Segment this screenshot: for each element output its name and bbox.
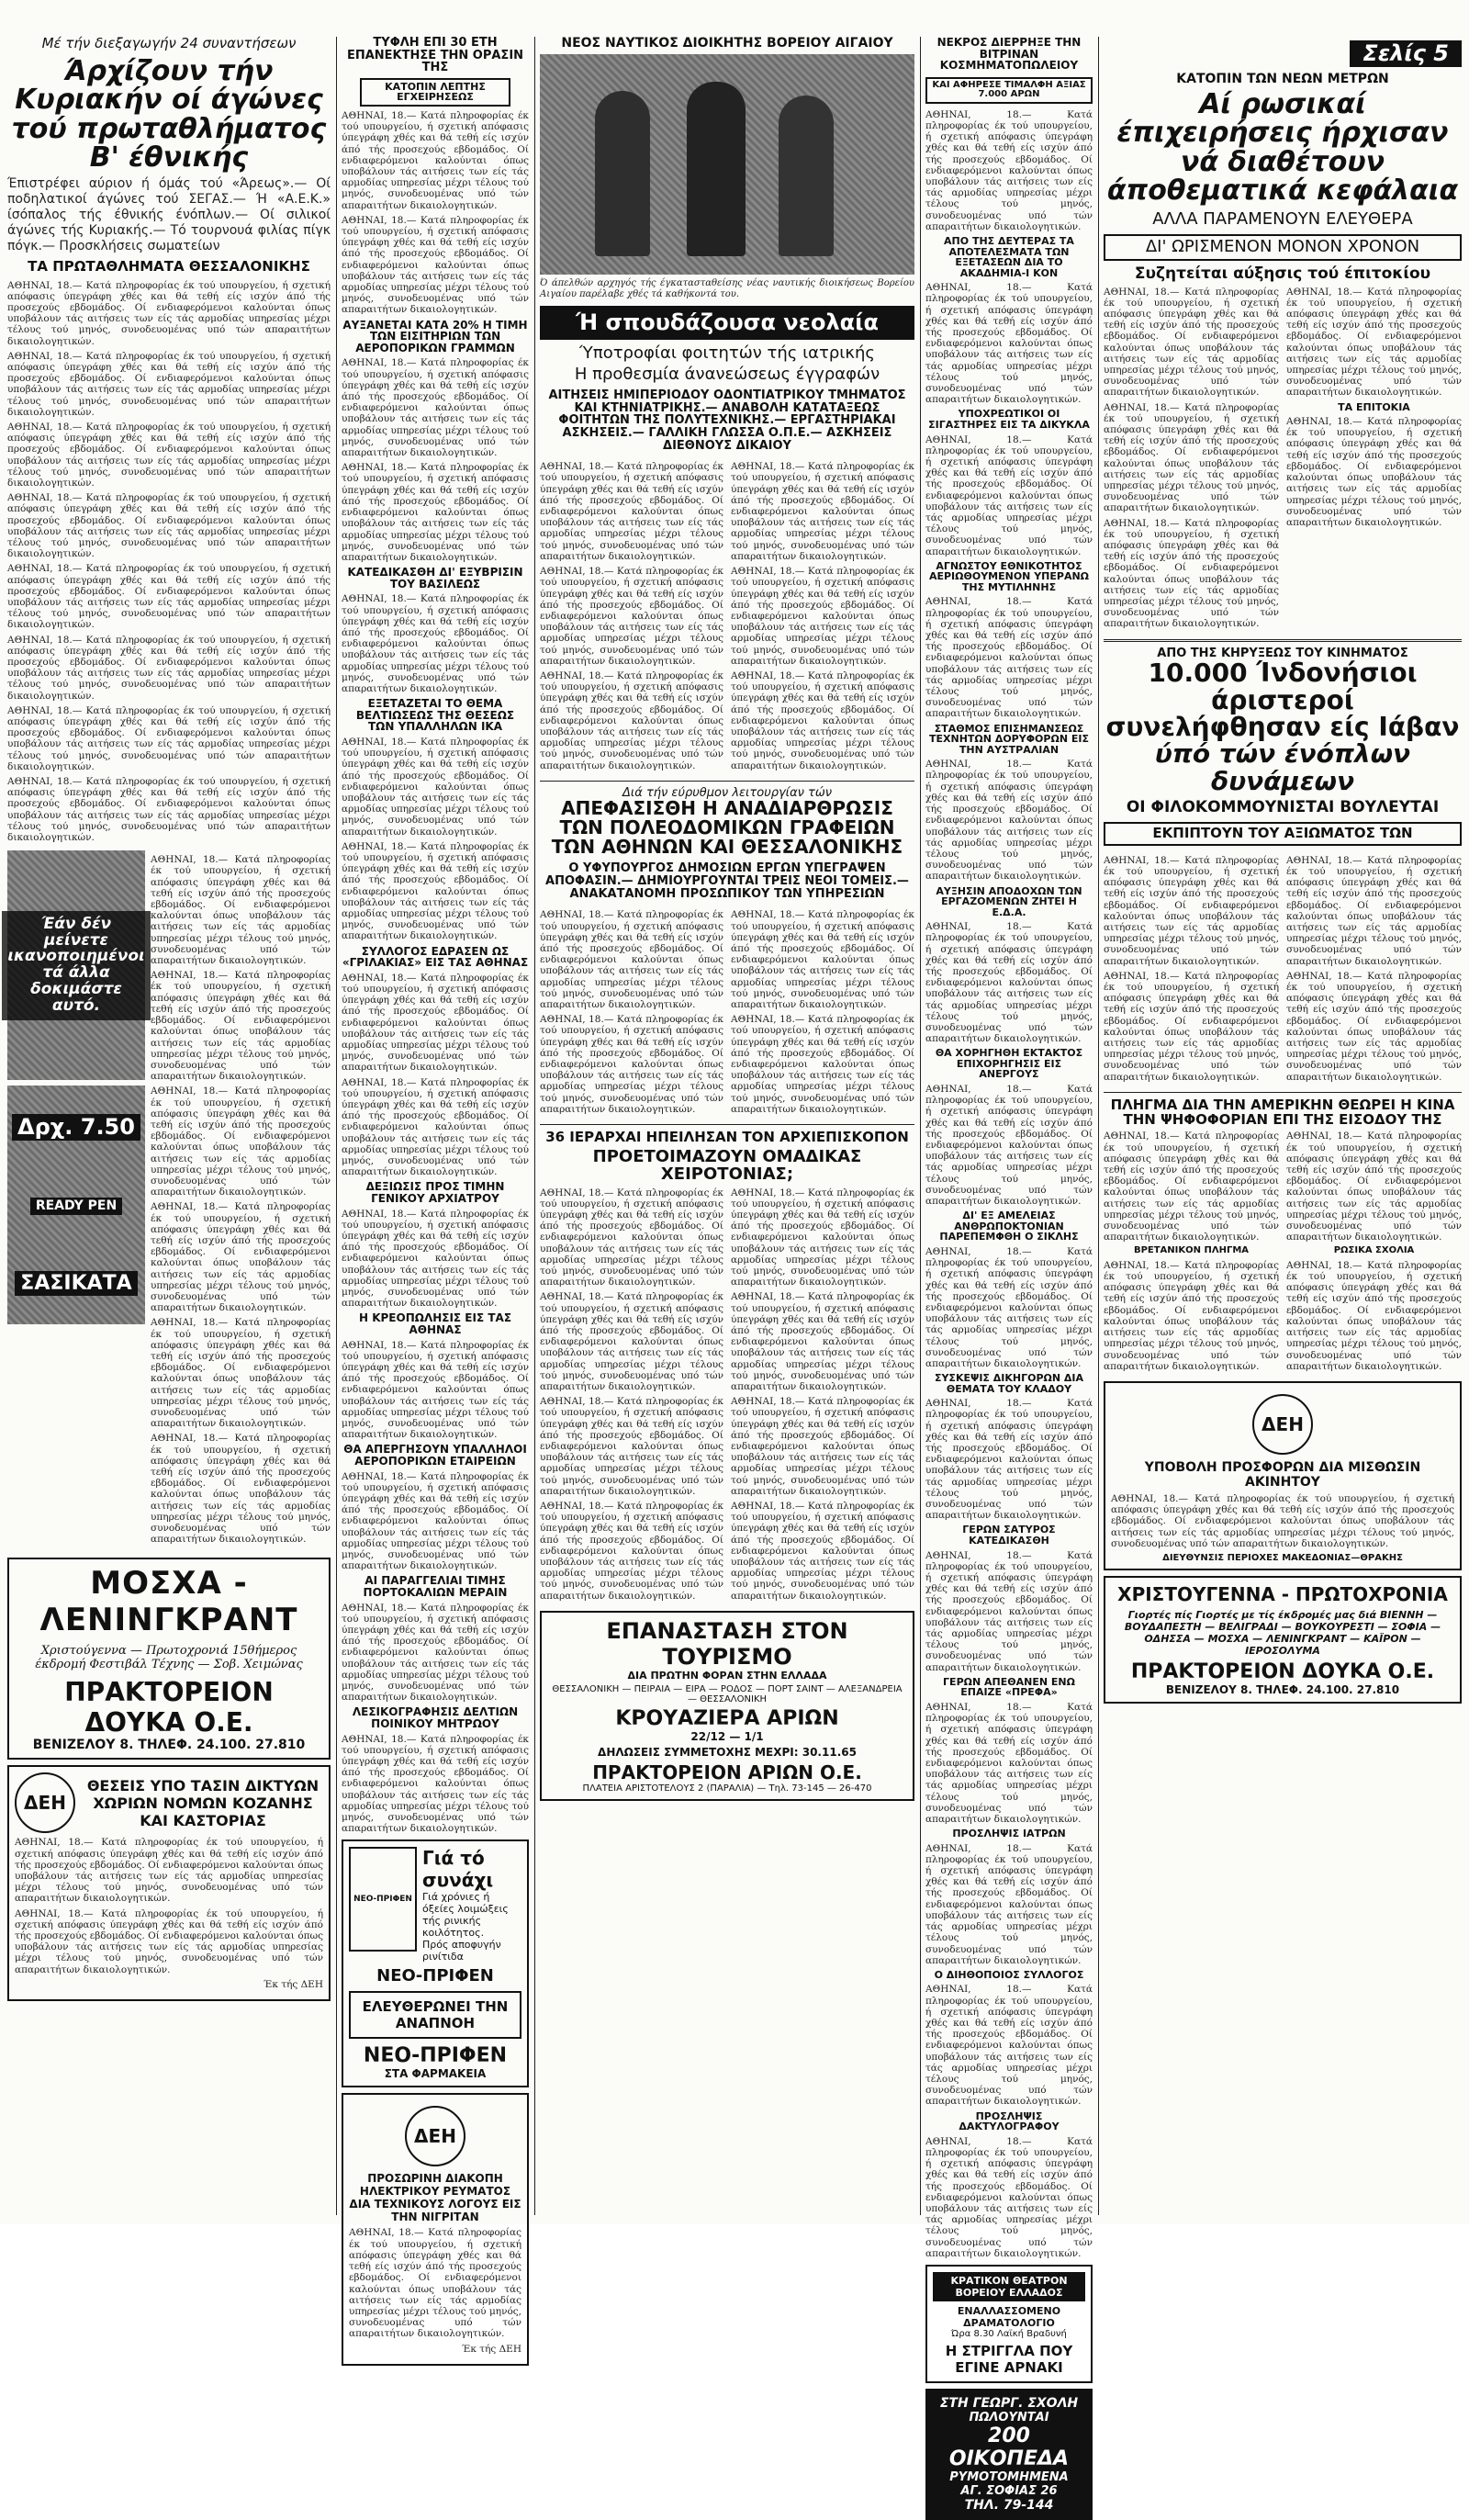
pen-ad-image bbox=[7, 1086, 145, 1324]
article-body: ΑΘΗΝΑΙ, 18.— Κατά πληροφορίας έκ τού υπουργείου, ή σχετική απόφασις ύπεγράφη χθές και θά τεθή είς ισχύν άπό τής προσεχούς εβδομάδος. Οί ενδιαφερόμενοι καλούνται όπως υποβάλουν τάς αιτήσεις των είς τάς αρμοδίας υπηρεσίας μέχρι τέλους τού μηνός, συνοδευομένας υπό τών απαραιτήτων δικαιολογητικών. bbox=[1104, 286, 1279, 399]
medicine-ad-line: ΣΤΑ ΦΑΡΜΑΚΕΙΑ bbox=[384, 2067, 487, 2081]
article-body: ΑΘΗΝΑΙ, 18.— Κατά πληροφορίας έκ τού υπουργείου, ή σχετική απόφασις ύπεγράφη χθές και θά τεθή είς ισχύν άπό τής προσεχούς εβδομάδος. Οί ενδιαφερόμενοι καλούνται όπως υποβάλουν τάς αιτήσεις των είς τάς αρμοδίας υπηρεσίας μέχρι τέλους τού μηνός, συνοδευομένας υπό τών απαραιτήτων δικαιολογητικών. bbox=[731, 461, 914, 562]
doctors-headline: ΠΡΟΣΛΗΨΙΣ ΙΑΤΡΩΝ bbox=[952, 1828, 1066, 1840]
satellite-headline: ΣΤΑΘΜΟΣ ΕΠΙΣΗΜΑΝΣΕΩΣ ΤΕΧΝΗΤΩΝ ΔΟΡΥΦΟΡΩΝ ΕΙΣ ΤΗΝ ΑΥΣΤΡΑΛΙΑΝ bbox=[929, 722, 1089, 756]
deh-notice-sign: Έκ τής ΔΕΗ bbox=[461, 2343, 521, 2355]
divider bbox=[540, 1124, 914, 1125]
cruise-ad-date: 22/12 — 1/1 bbox=[690, 1729, 764, 1743]
sports-body: ΑΘΗΝΑΙ, 18.— Κατά πληροφορίας έκ τού υπουργείου, ή σχετική απόφασις ύπεγράφη χθές και θά τεθή είς ισχύν άπό τής προσεχούς εβδομάδος. Οί ενδιαφερόμενοι καλούνται όπως υποβάλουν τάς αιτήσεις των είς τάς αρμοδίας υπηρεσίας μέχρι τέλους τού μηνός, συνοδευομένας υπό τών απαραιτήτων δικαιολογητικών. bbox=[7, 704, 331, 772]
jewelry-headline: ΝΕΚΡΟΣ ΔΙΕΡΡΗΞΕ ΤΗΝ ΒΙΤΡΙΝΑΝ ΚΟΣΜΗΜΑΤΟΠΩΛΕΙΟΥ bbox=[936, 36, 1082, 73]
ika-headline: ΕΞΕΤΑΖΕΤΑΙ ΤΟ ΘΕΜΑ ΒΕΛΤΙΩΣΕΩΣ ΤΗΣ ΘΕΣΕΩΣ ΤΩΝ ΥΠΑΛΛΗΛΩΝ ΙΚΑ bbox=[355, 697, 515, 734]
prefa-headline: ΓΕΡΩΝ ΑΠΕΘΑΝΕΝ ΕΝΩ ΕΠΑΙΖΕ «ΠΡΕΦΑ» bbox=[943, 1675, 1075, 1699]
divider bbox=[540, 781, 914, 782]
article-body: ΑΘΗΝΑΙ, 18.— Κατά πληροφορίας έκ τού υπουργείου, ή σχετική απόφασις ύπεγράφη χθές και θά τεθή είς ισχύν άπό τής προσεχούς εβδομάδος. Οί ενδιαφερόμενοι καλούνται όπως υποβάλουν τάς αιτήσεις των είς τάς αρμοδίας υπηρεσίας μέχρι τέλους τού μηνός, συνοδευομένας υπό τών απαραιτήτων δικαιολογητικών. bbox=[1104, 1259, 1279, 1372]
medicine-ad-line: Γιά χρόνιες ή όξείες λοιμώξεις τής ρινικής κοιλότητος. bbox=[422, 1891, 509, 1940]
sports-subhead: ΤΑ ΠΡΩΤΑΘΛΗΜΑΤΑ ΘΕΣΣΑΛΟΝΙΚΗΣ bbox=[28, 257, 310, 275]
sports-body: ΑΘΗΝΑΙ, 18.— Κατά πληροφορίας έκ τού υπουργείου, ή σχετική απόφασις ύπεγράφη χθές και θά τεθή είς ισχύν άπό τής προσεχούς εβδομάδος. Οί ενδιαφερόμενοι καλούνται όπως υποβάλουν τάς αιτήσεις των είς τάς αρμοδίας υπηρεσίας μέχρι τέλους τού μηνός, συνοδευομένας υπό τών απαραιτήτων δικαιολογητικών. bbox=[7, 563, 331, 631]
russian-comments-head: ΡΩΣΙΚΑ ΣΧΟΛΙΑ bbox=[1333, 1245, 1415, 1256]
reception-headline: ΔΕΞΙΩΣΙΣ ΠΡΟΣ ΤΙΜΗΝ ΓΕΝΙΚΟΥ ΑΡΧΙΑΤΡΟΥ bbox=[365, 1180, 505, 1205]
russia-subhead-2: ΔΙ' ΩΡΙΣΜΕΝΟΝ ΜΟΝΟΝ ΧΡΟΝΟΝ bbox=[1104, 234, 1462, 261]
deh-notice-network bbox=[7, 1765, 331, 2001]
russia-headline: Αί ρωσικαί έπιχειρήσεις ήρχισαν νά διαθέτουν άποθεματικά κεφάλαια bbox=[1106, 87, 1459, 208]
sports-body: ΑΘΗΝΑΙ, 18.— Κατά πληροφορίας έκ τού υπουργείου, ή σχετική απόφασις ύπεγράφη χθές και θά τεθή είς ισχύν άπό τής προσεχούς εβδομάδος. Οί ενδιαφερόμενοι καλούνται όπως υποβάλουν τάς αιτήσεις των είς τάς αρμοδίας υπηρεσίας μέχρι τέλους τού μηνός, συνοδευομένας υπό τών απαραιτήτων δικαιολογητικών. bbox=[151, 1317, 331, 1430]
article-body: ΑΘΗΝΑΙ, 18.— Κατά πληροφορίας έκ τού υπουργείου, ή σχετική απόφασις ύπεγράφη χθές και θά τεθή είς ισχύν άπό τής προσεχούς εβδομάδος. Οί ενδιαφερόμενοι καλούνται όπως υποβάλουν τάς αιτήσεις των είς τάς αρμοδίας υπηρεσίας μέχρι τέλους τού μηνός, συνοδευομένας υπό τών απαραιτήτων δικαιολογητικών. bbox=[342, 972, 529, 1074]
medicine-ad-line: ΝΕΟ-ΠΡΙΦΕΝ bbox=[376, 1966, 494, 1986]
urban-planning-deck: Ο ΥΦΥΠΟΥΡΓΟΣ ΔΗΜΟΣΙΩΝ ΕΡΓΩΝ ΥΠΕΓΡΑΨΕΝ ΑΠΟΦΑΣΙΝ.— ΔΗΜΙΟΥΡΓΟΥΝΤΑΙ ΤΡΕΙΣ ΝΕΟΙ ΤΟΜΕΙΣ.— ΑΝΑΚΑΤΑΝΟΜΗ ΠΡΟΣΩΠΙΚΟΥ ΤΩΝ ΥΠΗΡΕΣΙΩΝ bbox=[545, 861, 909, 901]
cruise-ad-deadline: ΔΗΛΩΣΕΙΣ ΣΥΜΜΕΤΟΧΗΣ ΜΕΧΡΙ: 30.11.65 bbox=[598, 1745, 857, 1759]
sports-body: ΑΘΗΝΑΙ, 18.— Κατά πληροφορίας έκ τού υπουργείου, ή σχετική απόφασις ύπεγράφη χθές και θά τεθή είς ισχύν άπό τής προσεχούς εβδομάδος. Οί ενδιαφερόμενοι καλούνται όπως υποβάλουν τάς αιτήσεις των είς τάς αρμοδίας υπηρεσίας μέχρι τέλους τού μηνός, συνοδευομένας υπό τών απαραιτήτων δικαιολογητικών. bbox=[151, 1086, 331, 1198]
article-body: ΑΘΗΝΑΙ, 18.— Κατά πληροφορίας έκ τού υπουργείου, ή σχετική απόφασις ύπεγράφη χθές και θά τεθή είς ισχύν άπό τής προσεχούς εβδομάδος. Οί ενδιαφερόμενοι καλούνται όπως υποβάλουν τάς αιτήσεις των είς τάς αρμοδίας υπηρεσίας μέχρι τέλους τού μηνός, συνοδευομένας υπό τών απαραιτήτων δικαιολογητικών. bbox=[342, 462, 529, 563]
sports-deck: Έπιστρέφει αύριον ή όμάς τού «Άρεως».— Οί ποδηλατικοί άγώνες τού ΣΕΓΑΣ.— Ή «Α.Ε.Κ.» ίσόπαλος τής έθνικής ένόπλων.— Οί σιλικοί άγώνες τής Κυριακής.— Τό τουρνουά φιλίας πίγκ πόγκ.— Προσκλήσεις σωματείων bbox=[7, 175, 331, 253]
article-body: ΑΘΗΝΑΙ, 18.— Κατά πληροφορίας έκ τού υπουργείου, ή σχετική απόφασις ύπεγράφη χθές και θά τεθή είς ισχύν άπό τής προσεχούς εβδομάδος. Οί ενδιαφερόμενοι καλούνται όπως υποβάλουν τάς αιτήσεις των είς τάς αρμοδίας υπηρεσίας μέχρι τέλους τού μηνός, συνοδευομένας υπό τών απαραιτήτων δικαιολογητικών. bbox=[1286, 1131, 1462, 1243]
deh-notice-title: ΠΡΟΣΩΡΙΝΗ ΔΙΑΚΟΠΗ ΗΛΕΚΤΡΙΚΟΥ ΡΕΥΜΑΤΟΣ ΔΙΑ ΤΕΧΝΙΚΟΥΣ ΛΟΓΟΥΣ ΕΙΣ ΤΗΝ ΝΙΓΡΙΤΑΝ bbox=[349, 2172, 521, 2224]
article-body: ΑΘΗΝΑΙ, 18.— Κατά πληροφορίας έκ τού υπουργείου, ή σχετική απόφασις ύπεγράφη χθές και θά τεθή είς ισχύν άπό τής προσεχούς εβδομάδος. Οί ενδιαφερόμενοι καλούνται όπως υποβάλουν τάς αιτήσεις των είς τάς αρμοδίας υπηρεσίας μέχρι τέλους τού μηνός, συνοδευομένας υπό τών απαραιτήτων δικαιολογητικών. bbox=[1104, 401, 1279, 514]
navy-photo-caption: Ό άπελθών αρχηγός τής έγκατασταθείσης νέας ναυτικής διοικήσεως Βορείου Αιγαίου παρέλαβε χθές τά καθήκοντά του. bbox=[540, 277, 914, 299]
article-body: ΑΘΗΝΑΙ, 18.— Κατά πληροφορίας έκ τού υπουργείου, ή σχετική απόφασις ύπεγράφη χθές και θά τεθή είς ισχύν άπό τής προσεχούς εβδομάδος. Οί ενδιαφερόμενοι καλούνται όπως υποβάλουν τάς αιτήσεις των είς τάς αρμοδίας υπηρεσίας μέχρι τέλους τού μηνός, συνοδευομένας υπό τών απαραιτήτων δικαιολογητικών. bbox=[342, 1470, 529, 1572]
cruise-ad-name: ΚΡΟΥΑΖΙΕΡΑ ΑΡΙΩΝ bbox=[615, 1706, 839, 1730]
article-body: ΑΘΗΝΑΙ, 18.— Κατά πληροφορίας έκ τού υπουργείου, ή σχετική απόφασις ύπεγράφη χθές και θά τεθή είς ισχύν άπό τής προσεχούς εβδομάδος. Οί ενδιαφερόμενοι καλούνται όπως υποβάλουν τάς αιτήσεις των είς τάς αρμοδίας υπηρεσίας μέχρι τέλους τού μηνός, συνοδευομένας υπό τών απαραιτήτων δικαιολογητικών. bbox=[342, 357, 529, 459]
wages-headline: ΑΥΞΗΣΙΝ ΑΠΟΔΟΧΩΝ ΤΩΝ ΕΡΓΑΖΟΜΕΝΩΝ ΖΗΤΕΙ Η Ε.Δ.Α. bbox=[936, 884, 1082, 918]
article-body: ΑΘΗΝΑΙ, 18.— Κατά πληροφορίας έκ τού υπουργείου, ή σχετική απόφασις ύπεγράφη χθές και θά τεθή είς ισχύν άπό τής προσεχούς εβδομάδος. Οί ενδιαφερόμενοι καλούνται όπως υποβάλουν τάς αιτήσεις των είς τάς αρμοδίας υπηρεσίας μέχρι τέλους τού μηνός, συνοδευομένας υπό τών απαραιτήτων δικαιολογητικών. bbox=[925, 282, 1093, 406]
cruise-ad-sub: ΔΙΑ ΠΡΩΤΗΝ ΦΟΡΑΝ ΣΤΗΝ ΕΛΛΑΔΑ bbox=[627, 1669, 827, 1682]
page-number-masthead: Σελίς 5 bbox=[1350, 40, 1462, 67]
sports-body: ΑΘΗΝΑΙ, 18.— Κατά πληροφορίας έκ τού υπουργείου, ή σχετική απόφασις ύπεγράφη χθές και θά τεθή είς ισχύν άπό τής προσεχούς εβδομάδος. Οί ενδιαφερόμενοι καλούνται όπως υποβάλουν τάς αιτήσεις των είς τάς αρμοδίας υπηρεσίας μέχρι τέλους τού μηνός, συνοδευομένας υπό τών απαραιτήτων δικαιολογητικών. bbox=[151, 1433, 331, 1546]
deh-logo-icon bbox=[405, 2106, 465, 2166]
deh-property-title: ΥΠΟΒΟΛΗ ΠΡΟΣΦΟΡΩΝ ΔΙΑ ΜΙΣΘΩΣΙΝ ΑΚΙΝΗΤΟΥ bbox=[1144, 1459, 1421, 1490]
cigarette-ad bbox=[7, 850, 145, 1548]
medicine-ad bbox=[342, 1839, 529, 2087]
christmas-ad-line: Γιορτές πίς Γιορτές με τίς έκδρομές μας διά ΒΙΕΝΝΗ — ΒΟΥΔΑΠΕΣΤΗ — ΒΕΛΙΓΡΑΔΙ — ΒΟΥΚΟΥΡΕΣΤΙ — ΣΟΦΙΑ — ΟΔΗΣΣΑ — ΜΟΣΧΑ — ΛΕΝΙΝΓΚΡΑΝΤ — ΚΑΪΡΟΝ — ΙΕΡΟΣΟΛΥΜΑ bbox=[1124, 1608, 1441, 1657]
sports-body: ΑΘΗΝΑΙ, 18.— Κατά πληροφορίας έκ τού υπουργείου, ή σχετική απόφασις ύπεγράφη χθές και θά τεθή είς ισχύν άπό τής προσεχούς εβδομάδος. Οί ενδιαφερόμενοι καλούνται όπως υποβάλουν τάς αιτήσεις των είς τάς αρμοδίας υπηρεσίας μέχρι τέλους τού μηνός, συνοδευομένας υπό τών απαραιτήτων δικαιολογητικών. bbox=[7, 279, 331, 347]
article-body: ΑΘΗΝΑΙ, 18.— Κατά πληροφορίας έκ τού υπουργείου, ή σχετική απόφασις ύπεγράφη χθές και θά τεθή είς ισχύν άπό τής προσεχούς εβδομάδος. Οί ενδιαφερόμενοι καλούνται όπως υποβάλουν τάς αιτήσεις των είς τάς αρμοδίας υπηρεσίας μέχρι τέλους τού μηνός, συνοδευομένας υπό τών απαραιτήτων δικαιολογητικών. bbox=[731, 1396, 914, 1497]
article-body: ΑΘΗΝΑΙ, 18.— Κατά πληροφορίας έκ τού υπουργείου, ή σχετική απόφασις ύπεγράφη χθές και θά τεθή είς ισχύν άπό τής προσεχούς εβδομάδος. Οί ενδιαφερόμενοι καλούνται όπως υποβάλουν τάς αιτήσεις των είς τάς αρμοδίας υπηρεσίας μέχρι τέλους τού μηνός, συνοδευομένας υπό τών απαραιτήτων δικαιολογητικών. bbox=[342, 736, 529, 838]
article-body: ΑΘΗΝΑΙ, 18.— Κατά πληροφορίας έκ τού υπουργείου, ή σχετική απόφασις ύπεγράφη χθές και θά τεθή είς ισχύν άπό τής προσεχούς εβδομάδος. Οί ενδιαφερόμενοι καλούνται όπως υποβάλουν τάς αιτήσεις των είς τάς αρμοδίας υπηρεσίας μέχρι τέλους τού μηνός, συνοδευομένας υπό τών απαραιτήτων δικαιολογητικών. bbox=[1286, 970, 1462, 1083]
article-body: ΑΘΗΝΑΙ, 18.— Κατά πληροφορίας έκ τού υπουργείου, ή σχετική απόφασις ύπεγράφη χθές και θά τεθή είς ισχύν άπό τής προσεχούς εβδομάδος. Οί ενδιαφερόμενοι καλούνται όπως υποβάλουν τάς αιτήσεις των είς τάς αρμοδίας υπηρεσίας μέχρι τέλους τού μηνός, συνοδευομένας υπό τών απαραιτήτων δικαιολογητικών. bbox=[1104, 517, 1279, 630]
article-body: ΑΘΗΝΑΙ, 18.— Κατά πληροφορίας έκ τού υπουργείου, ή σχετική απόφασις ύπεγράφη χθές και θά τεθή είς ισχύν άπό τής προσεχούς εβδομάδος. Οί ενδιαφερόμενοι καλούνται όπως υποβάλουν τάς αιτήσεις των είς τάς αρμοδίας υπηρεσίας μέχρι τέλους τού μηνός, συνοδευομένας υπό τών απαραιτήτων δικαιολογητικών. bbox=[342, 840, 529, 942]
column-center bbox=[540, 0, 914, 2224]
church-subhead: ΠΡΟΕΤΟΙΜΑΖΟΥΝ ΟΜΑΔΙΚΑΣ ΧΕΙΡΟΤΟΝΙΑΣ; bbox=[592, 1146, 862, 1184]
column-rule bbox=[1098, 37, 1099, 2215]
christmas-tour-ad bbox=[1104, 1576, 1462, 1704]
column-news-briefs bbox=[342, 0, 529, 2355]
russia-subhead-3: Συζητείται αύξησις τού έπιτοκίου bbox=[1134, 264, 1431, 283]
article-body: ΑΘΗΝΑΙ, 18.— Κατά πληροφορίας έκ τού υπουργείου, ή σχετική απόφασις ύπεγράφη χθές και θά τεθή είς ισχύν άπό τής προσεχούς εβδομάδος. Οί ενδιαφερόμενοι καλούνται όπως υποβάλουν τάς αιτήσεις των είς τάς αρμοδίας υπηρεσίας μέχρι τέλους τού μηνός, συνοδευομένας υπό τών απαραιτήτων δικαιολογητικών. bbox=[342, 1733, 529, 1835]
meat-headline: Η ΚΡΕΟΠΩΛΗΣΙΣ ΕΙΣ ΤΑΣ ΑΘΗΝΑΣ bbox=[358, 1311, 512, 1337]
jewelry-subhead: ΚΑΙ ΑΦΗΡΕΣΕ ΤΙΜΑΛΦΗ ΑΞΙΑΣ 7.000 ΑΡΩΝ bbox=[925, 77, 1093, 104]
column-sports bbox=[7, 0, 331, 2224]
russia-subhead-1: ΑΛΛΑ ΠΑΡΑΜΕΝΟΥΝ ΕΛΕΥΘΕΡΑ bbox=[1152, 208, 1413, 229]
land-ad-line: ΠΩΛΟΥΝΤΑΙ bbox=[969, 2411, 1049, 2425]
article-body: ΑΘΗΝΑΙ, 18.— Κατά πληροφορίας έκ τού υπουργείου, ή σχετική απόφασις ύπεγράφη χθές και θά τεθή είς ισχύν άπό τής προσεχούς εβδομάδος. Οί ενδιαφερόμενοι καλούνται όπως υποβάλουν τάς αιτήσεις των είς τάς αρμοδίας υπηρεσίας μέχρι τέλους τού μηνός, συνοδευομένας υπό τών απαραιτήτων δικαιολογητικών. bbox=[925, 1701, 1093, 1825]
cruise-ad-route: ΘΕΣΣΑΛΟΝΙΚΗ — ΠΕΙΡΑΙΑ — ΕΙΡΑ — ΡΟΔΟΣ — ΠΟΡΤ ΣΑΙΝΤ — ΑΛΕΞΑΝΔΡΕΙΑ — ΘΕΣΣΑΛΟΝΙΚΗ bbox=[552, 1683, 903, 1704]
christmas-ad-headline: ΧΡΙΣΤΟΥΓΕΝΝΑ - ΠΡΩΤΟΧΡΟΝΙΑ bbox=[1117, 1582, 1448, 1605]
china-headline: ΠΛΗΓΜΑ ΔΙΑ ΤΗΝ ΑΜΕΡΙΚΗΝ ΘΕΩΡΕΙ Η ΚΙΝΑ ΤΗΝ ΨΗΦΟΦΟΡΙΑΝ ΕΠΙ ΤΗΣ ΕΙΣΟΔΟΥ ΤΗΣ bbox=[1110, 1096, 1455, 1128]
moscow-ad-agency: ΠΡΑΚΤΟΡΕΙΟΝ ΔΟΥΚΑ Ο.Ε. bbox=[64, 1677, 274, 1738]
column-world-news bbox=[1104, 0, 1462, 2224]
article-body: ΑΘΗΝΑΙ, 18.— Κατά πληροφορίας έκ τού υπουργείου, ή σχετική απόφασις ύπεγράφη χθές και θά τεθή είς ισχύν άπό τής προσεχούς εβδομάδος. Οί ενδιαφερόμενοι καλούνται όπως υποβάλουν τάς αιτήσεις των είς τάς αρμοδίας υπηρεσίας μέχρι τέλους τού μηνός, συνοδευομένας υπό τών απαραιτήτων δικαιολογητικών. bbox=[342, 1602, 529, 1704]
deh-logo-text: ΔΕΗ bbox=[414, 2125, 456, 2148]
theatre-ad-play: Η ΣΤΡΙΓΓΛΑ ΠΟΥ ΕΓΙΝΕ ΑΡΝΑΚΙ bbox=[945, 2343, 1073, 2377]
article-body: ΑΘΗΝΑΙ, 18.— Κατά πληροφορίας έκ τού υπουργείου, ή σχετική απόφασις ύπεγράφη χθές και θά τεθή είς ισχύν άπό τής προσεχούς εβδομάδος. Οί ενδιαφερόμενοι καλούνται όπως υποβάλουν τάς αιτήσεις των είς τάς αρμοδίας υπηρεσίας μέχρι τέλους τού μηνός, συνοδευομένας υπό τών απαραιτήτων δικαιολογητικών. bbox=[925, 759, 1093, 883]
deh-logo-text: ΔΕΗ bbox=[24, 1792, 66, 1815]
indonesia-kicker: ΑΠΟ ΤΗΣ ΚΗΡΥΞΕΩΣ ΤΟΥ ΚΙΝΗΜΑΤΟΣ bbox=[1157, 646, 1408, 660]
article-body: ΑΘΗΝΑΙ, 18.— Κατά πληροφορίας έκ τού υπουργείου, ή σχετική απόφασις ύπεγράφη χθές και θά τεθή είς ισχύν άπό τής προσεχούς εβδομάδος. Οί ενδιαφερόμενοι καλούνται όπως υποβάλουν τάς αιτήσεις των είς τάς αρμοδίας υπηρεσίας μέχρι τέλους τού μηνός, συνοδευομένας υπό τών απαραιτήτων δικαιολογητικών. bbox=[540, 1187, 723, 1288]
divider bbox=[1104, 1092, 1462, 1093]
article-body: ΑΘΗΝΑΙ, 18.— Κατά πληροφορίας έκ τού υπουργείου, ή σχετική απόφασις ύπεγράφη χθές και θά τεθή είς ισχύν άπό τής προσεχούς εβδομάδος. Οί ενδιαφερόμενοι καλούνται όπως υποβάλουν τάς αιτήσεις των είς τάς αρμοδίας υπηρεσίας μέχρι τέλους τού μηνός, συνοδευομένας υπό τών απαραιτήτων δικαιολογητικών. bbox=[731, 669, 914, 771]
christmas-ad-agency: ΠΡΑΚΤΟΡΕΙΟΝ ΔΟΥΚΑ Ο.Ε. bbox=[1130, 1659, 1435, 1683]
student-subhead-2: Η προθεσμία άνανεώσεως έγγραφών bbox=[574, 365, 880, 385]
divider bbox=[1104, 639, 1462, 642]
king-insult-headline: ΚΑΤΕΔΙΚΑΣΘΗ ΔΙ' ΕΞΥΒΡΙΣΙΝ ΤΟΥ ΒΑΣΙΛΕΩΣ bbox=[347, 566, 523, 591]
navy-officers-photo bbox=[540, 54, 914, 275]
sports-body: ΑΘΗΝΑΙ, 18.— Κατά πληροφορίας έκ τού υπουργείου, ή σχετική απόφασις ύπεγράφη χθές και θά τεθή είς ισχύν άπό τής προσεχούς εβδομάδος. Οί ενδιαφερόμενοι καλούνται όπως υποβάλουν τάς αιτήσεις των είς τάς αρμοδίας υπηρεσίας μέχρι τέλους τού μηνός, συνοδευομένας υπό τών απαραιτήτων δικαιολογητικών. bbox=[7, 421, 331, 489]
article-body: ΑΘΗΝΑΙ, 18.— Κατά πληροφορίας έκ τού υπουργείου, ή σχετική απόφασις ύπεγράφη χθές και θά τεθή είς ισχύν άπό τής προσεχούς εβδομάδος. Οί ενδιαφερόμενοι καλούνται όπως υποβάλουν τάς αιτήσεις των είς τάς αρμοδίας υπηρεσίας μέχρι τέλους τού μηνός, συνοδευομένας υπό τών απαραιτήτων δικαιολογητικών. bbox=[540, 669, 723, 771]
article-body: ΑΘΗΝΑΙ, 18.— Κατά πληροφορίας έκ τού υπουργείου, ή σχετική απόφασις ύπεγράφη χθές και θά τεθή είς ισχύν άπό τής προσεχούς εβδομάδος. Οί ενδιαφερόμενοι καλούνται όπως υποβάλουν τάς αιτήσεις των είς τάς αρμοδίας υπηρεσίας μέχρι τέλους τού μηνός, συνοδευομένας υπό τών απαραιτήτων δικαιολογητικών. bbox=[731, 909, 914, 1010]
pen-ad-price: Δρχ. 7.50 bbox=[12, 1114, 140, 1141]
student-subhead-1: Ύποτροφίαι φοιτητών τής ιατρικής bbox=[579, 343, 875, 364]
article-body: ΑΘΗΝΑΙ, 18.— Κατά πληροφορίας έκ τού υπουργείου, ή σχετική απόφασις ύπεγράφη χθές και θά τεθή είς ισχύν άπό τής προσεχούς εβδομάδος. Οί ενδιαφερόμενοι καλούνται όπως υποβάλουν τάς αιτήσεις των είς τάς αρμοδίας υπηρεσίας μέχρι τέλους τού μηνός, συνοδευομένας υπό τών απαραιτήτων δικαιολογητικών. bbox=[342, 214, 529, 316]
blind-woman-headline: ΤΥΦΛΗ ΕΠΙ 30 ΕΤΗ ΕΠΑΝΕΚΤΗΣΕ ΤΗΝ ΟΡΑΣΙΝ ΤΗΣ bbox=[346, 36, 524, 75]
land-ad-line: ΡΥΜΟΤΟΜΗΜΕΝΑ bbox=[949, 2470, 1069, 2485]
article-body: ΑΘΗΝΑΙ, 18.— Κατά πληροφορίας έκ τού υπουργείου, ή σχετική απόφασις ύπεγράφη χθές και θά τεθή είς ισχύν άπό τής προσεχούς εβδομάδος. Οί ενδιαφερόμενοι καλούνται όπως υποβάλουν τάς αιτήσεις των είς τάς αρμοδίας υπηρεσίας μέχρι τέλους τού μηνός, συνοδευομένας υπό τών απαραιτήτων δικαιολογητικών. bbox=[540, 909, 723, 1010]
column-local-news bbox=[925, 0, 1093, 2514]
moscow-tour-ad bbox=[7, 1558, 331, 1760]
sports-body: ΑΘΗΝΑΙ, 18.— Κατά πληροφορίας έκ τού υπουργείου, ή σχετική απόφασις ύπεγράφη χθές και θά τεθή είς ισχύν άπό τής προσεχούς εβδομάδος. Οί ενδιαφερόμενοι καλούνται όπως υποβάλουν τάς αιτήσεις των είς τάς αρμοδίας υπηρεσίας μέχρι τέλους τού μηνός, συνοδευομένας υπό τών απαραιτήτων δικαιολογητικών. bbox=[151, 1201, 331, 1314]
sports-headline: Άρχίζουν τήν Κυριακήν οί άγώνες τού πρωταθλήματος Β' έθνικής bbox=[11, 54, 327, 174]
moscow-ad-title: ΜΟΣΧΑ - ΛΕΝΙΝΓΚΡΑΝΤ bbox=[39, 1565, 298, 1639]
christmas-ad-address: ΒΕΝΙΖΕΛΟΥ 8. ΤΗΛΕΦ. 24.100. 27.810 bbox=[1165, 1682, 1400, 1696]
records-headline: ΛΕΣΙΚΟΓΡΑΦΗΣΙΣ ΔΕΛΤΙΩΝ ΠΟΙΝΙΚΟΥ ΜΗΤΡΩΟΥ bbox=[352, 1705, 519, 1731]
article-body: ΑΘΗΝΑΙ, 18.— Κατά πληροφορίας έκ τού υπουργείου, ή σχετική απόφασις ύπεγράφη χθές και θά τεθή είς ισχύν άπό τής προσεχούς εβδομάδος. Οί ενδιαφερόμενοι καλούνται όπως υποβάλουν τάς αιτήσεις των είς τάς αρμοδίας υπηρεσίας μέχρι τέλους τού μηνός, συνοδευομένας υπό τών απαραιτήτων δικαιολογητικών. bbox=[925, 596, 1093, 720]
theatre-ad-sub: ΕΝΑΛΛΑΣΣΟΜΕΝΟ ΔΡΑΜΑΤΟΛΟΓΙΟ bbox=[957, 2305, 1061, 2330]
moscow-ad-address: ΒΕΝΙΖΕΛΟΥ 8. ΤΗΛΕΦ. 24.100. 27.810 bbox=[32, 1738, 306, 1753]
blind-woman-subhead: ΚΑΤΟΠΙΝ ΛΕΠΤΗΣ ΕΓΧΕΙΡΗΣΕΩΣ bbox=[360, 78, 510, 107]
indonesia-subhead-2: ΕΚΠΙΠΤΟΥΝ ΤΟΥ ΑΞΙΩΜΑΤΟΣ ΤΩΝ bbox=[1104, 822, 1462, 846]
lawyers-headline: ΣΥΣΚΕΨΙΣ ΔΙΚΗΓΟΡΩΝ ΔΙΑ ΘΕΜΑΤΑ ΤΟΥ ΚΛΑΔΟΥ bbox=[934, 1372, 1084, 1395]
manslaughter-headline: ΔΙ' ΕΞ ΑΜΕΛΕΙΑΣ ΑΝΘΡΩΠΟΚΤΟΝΙΑΝ ΠΑΡΕΠΕΜΦΘΗ Ο ΣΙΚΛΗΣ bbox=[939, 1209, 1079, 1243]
urban-planning-kicker: Διά τήν εύρυθμον λειτουργίαν τών bbox=[622, 785, 833, 800]
sports-body: ΑΘΗΝΑΙ, 18.— Κατά πληροφορίας έκ τού υπουργείου, ή σχετική απόφασις ύπεγράφη χθές και θά τεθή είς ισχύν άπό τής προσεχούς εβδομάδος. Οί ενδιαφερόμενοι καλούνται όπως υποβάλουν τάς αιτήσεις των είς τάς αρμοδίας υπηρεσίας μέχρι τέλους τού μηνός, συνοδευομένας υπό τών απαραιτήτων δικαιολογητικών. bbox=[7, 492, 331, 560]
land-ad-line: ΑΓ. ΣΟΦΙΑΣ 26 bbox=[960, 2484, 1058, 2499]
land-ad-line: 200 ΟΙΚΟΠΕΔΑ bbox=[948, 2424, 1070, 2471]
article-body: ΑΘΗΝΑΙ, 18.— Κατά πληροφορίας έκ τού υπουργείου, ή σχετική απόφασις ύπεγράφη χθές και θά τεθή είς ισχύν άπό τής προσεχούς εβδομάδος. Οί ενδιαφερόμενοι καλούνται όπως υποβάλουν τάς αιτήσεις των είς τάς αρμοδίας υπηρεσίας μέχρι τέλους τού μηνός, συνοδευομένας υπό τών απαραιτήτων δικαιολογητικών. bbox=[925, 108, 1093, 232]
cruise-ad-headline: ΕΠΑΝΑΣΤΑΣΗ ΣΤΟΝ ΤΟΥΡΙΣΜΟ bbox=[606, 1617, 848, 1670]
theatre-ad-head: ΚΡΑΤΙΚΟΝ ΘΕΑΤΡΟΝ ΒΟΡΕΙΟΥ ΕΛΛΑΔΟΣ bbox=[933, 2272, 1085, 2301]
satyr-headline: ΓΕΡΩΝ ΣΑΤΥΡΟΣ ΚΑΤΕΔΙΚΑΣΘΗ bbox=[962, 1524, 1056, 1547]
deh-notice-body: ΑΘΗΝΑΙ, 18.— Κατά πληροφορίας έκ τού υπουργείου, ή σχετική απόφασις ύπεγράφη χθές και θά τεθή είς ισχύν άπό τής προσεχούς εβδομάδος. Οί ενδιαφερόμενοι καλούνται όπως υποβάλουν τάς αιτήσεις των είς τάς αρμοδίας υπηρεσίας μέχρι τέλους τού μηνός, συνοδευομένας υπό τών απαραιτήτων δικαιολογητικών. bbox=[15, 1907, 323, 1975]
grilakias-headline: ΣΥΛΛΟΓΟΣ ΕΔΡΑΣΕΝ ΩΣ «ΓΡΙΛΑΚΙΑΣ» ΕΙΣ ΤΑΣ ΑΘΗΝΑΣ bbox=[342, 944, 529, 970]
article-body: ΑΘΗΝΑΙ, 18.— Κατά πληροφορίας έκ τού υπουργείου, ή σχετική απόφασις ύπεγράφη χθές και θά τεθή είς ισχύν άπό τής προσεχούς εβδομάδος. Οί ενδιαφερόμενοι καλούνται όπως υποβάλουν τάς αιτήσεις των είς τάς αρμοδίας υπηρεσίας μέχρι τέλους τού μηνός, συνοδευομένας υπό τών απαραιτήτων δικαιολογητικών. bbox=[731, 566, 914, 667]
article-body: ΑΘΗΝΑΙ, 18.— Κατά πληροφορίας έκ τού υπουργείου, ή σχετική απόφασις ύπεγράφη χθές και θά τεθή είς ισχύν άπό τής προσεχούς εβδομάδος. Οί ενδιαφερόμενοι καλούνται όπως υποβάλουν τάς αιτήσεις των είς τάς αρμοδίας υπηρεσίας μέχρι τέλους τού μηνός, συνοδευομένας υπό τών απαραιτήτων δικαιολογητικών. bbox=[1286, 1259, 1462, 1372]
article-body: ΑΘΗΝΑΙ, 18.— Κατά πληροφορίας έκ τού υπουργείου, ή σχετική απόφασις ύπεγράφη χθές και θά τεθή είς ισχύν άπό τής προσεχούς εβδομάδος. Οί ενδιαφερόμενοι καλούνται όπως υποβάλουν τάς αιτήσεις των είς τάς αρμοδίας υπηρεσίας μέχρι τέλους τού μηνός, συνοδευομένας υπό τών απαραιτήτων δικαιολογητικών. bbox=[342, 1076, 529, 1178]
article-body: ΑΘΗΝΑΙ, 18.— Κατά πληροφορίας έκ τού υπουργείου, ή σχετική απόφασις ύπεγράφη χθές και θά τεθή είς ισχύν άπό τής προσεχούς εβδομάδος. Οί ενδιαφερόμενοι καλούνται όπως υποβάλουν τάς αιτήσεις των είς τάς αρμοδίας υπηρεσίας μέχρι τέλους τού μηνός, συνοδευομένας υπό τών απαραιτήτων δικαιολογητικών. bbox=[925, 1549, 1093, 1673]
article-body: ΑΘΗΝΑΙ, 18.— Κατά πληροφορίας έκ τού υπουργείου, ή σχετική απόφασις ύπεγράφη χθές και θά τεθή είς ισχύν άπό τής προσεχούς εβδομάδος. Οί ενδιαφερόμενοι καλούνται όπως υποβάλουν τάς αιτήσεις των είς τάς αρμοδίας υπηρεσίας μέχρι τέλους τού μηνός, συνοδευομένας υπό τών απαραιτήτων δικαιολογητικών. bbox=[342, 1208, 529, 1310]
navy-photo-headline: ΝΕΟΣ ΝΑΥΤΙΚΟΣ ΔΙΟΙΚΗΤΗΣ ΒΟΡΕΙΟΥ ΑΙΓΑΙΟΥ bbox=[561, 36, 893, 51]
exams-headline: ΑΠΟ ΤΗΣ ΔΕΥΤΕΡΑΣ ΤΑ ΑΠΟΤΕΛΕΣΜΑΤΑ ΤΩΝ ΕΞΕΤΑΣΕΩΝ ΔΙΑ ΤΟ ΑΚΑΔΗΜΙΑ-Ι ΚΟΝ bbox=[944, 235, 1074, 279]
medicine-box-icon bbox=[349, 1847, 417, 1952]
deh-property-sign: ΔΙΕΥΘΥΝΣΙΣ ΠΕΡΙΟΧΕΣ ΜΑΚΕΔΟΝΙΑΣ—ΘΡΑΚΗΣ bbox=[1162, 1552, 1403, 1563]
article-body: ΑΘΗΝΑΙ, 18.— Κατά πληροφορίας έκ τού υπουργείου, ή σχετική απόφασις ύπεγράφη χθές και θά τεθή είς ισχύν άπό τής προσεχούς εβδομάδος. Οί ενδιαφερόμενοι καλούνται όπως υποβάλουν τάς αιτήσεις των είς τάς αρμοδίας υπηρεσίας μέχρι τέλους τού μηνός, συνοδευομένας υπό τών απαραιτήτων δικαιολογητικών. bbox=[731, 1014, 914, 1115]
deh-notice-sign: Έκ τής ΔΕΗ bbox=[263, 1978, 323, 1990]
article-body: ΑΘΗΝΑΙ, 18.— Κατά πληροφορίας έκ τού υπουργείου, ή σχετική απόφασις ύπεγράφη χθές και θά τεθή είς ισχύν άπό τής προσεχούς εβδομάδος. Οί ενδιαφερόμενοι καλούνται όπως υποβάλουν τάς αιτήσεις των είς τάς αρμοδίας υπηρεσίας μέχρι τέλους τού μηνός, συνοδευομένας υπό τών απαραιτήτων δικαιολογητικών. bbox=[925, 2135, 1093, 2259]
article-body: ΑΘΗΝΑΙ, 18.— Κατά πληροφορίας έκ τού υπουργείου, ή σχετική απόφασις ύπεγράφη χθές και θά τεθή είς ισχύν άπό τής προσεχούς εβδομάδος. Οί ενδιαφερόμενοι καλούνται όπως υποβάλουν τάς αιτήσεις των είς τάς αρμοδίας υπηρεσίας μέχρι τέλους τού μηνός, συνοδευομένας υπό τών απαραιτήτων δικαιολογητικών. bbox=[925, 1084, 1093, 1208]
officer-figure bbox=[595, 91, 650, 256]
land-ad-line: ΣΤΗ ΓΕΩΡΓ. ΣΧΟΛΗ bbox=[939, 2396, 1079, 2412]
sports-kicker: Μέ τήν διεξαγωγήν 24 συναντήσεων bbox=[41, 35, 297, 51]
typist-headline: ΠΡΟΣΛΗΨΙΣ ΔΑΚΤΥΛΟΓΡΑΦΟΥ bbox=[959, 2109, 1060, 2133]
article-body: ΑΘΗΝΑΙ, 18.— Κατά πληροφορίας έκ τού υπουργείου, ή σχετική απόφασις ύπεγράφη χθές και θά τεθή είς ισχύν άπό τής προσεχούς εβδομάδος. Οί ενδιαφερόμενοι καλούνται όπως υποβάλουν τάς αιτήσεις των είς τάς αρμοδίας υπηρεσίας μέχρι τέλους τού μηνός, συνοδευομένας υπό τών απαραιτήτων δικαιολογητικών. bbox=[731, 1187, 914, 1288]
article-body: ΑΘΗΝΑΙ, 18.— Κατά πληροφορίας έκ τού υπουργείου, ή σχετική απόφασις ύπεγράφη χθές και θά τεθή είς ισχύν άπό τής προσεχούς εβδομάδος. Οί ενδιαφερόμενοι καλούνται όπως υποβάλουν τάς αιτήσεις των είς τάς αρμοδίας υπηρεσίας μέχρι τέλους τού μηνός, συνοδευομένας υπό τών απαραιτήτων δικαιολογητικών. bbox=[342, 1339, 529, 1441]
cruise-ad-address: ΠΛΑΤΕΙΑ ΑΡΙΣΤΟΤΕΛΟΥΣ 2 (ΠΑΡΑΛΙΑ) — Τηλ. 73-145 — 26-470 bbox=[582, 1783, 872, 1794]
sports-body: ΑΘΗΝΑΙ, 18.— Κατά πληροφορίας έκ τού υπουργείου, ή σχετική απόφασις ύπεγράφη χθές και θά τεθή είς ισχύν άπό τής προσεχούς εβδομάδος. Οί ενδιαφερόμενοι καλούνται όπως υποβάλουν τάς αιτήσεις των είς τάς αρμοδίας υπηρεσίας μέχρι τέλους τού μηνός, συνοδευομένας υπό τών απαραιτήτων δικαιολογητικών. bbox=[151, 854, 331, 967]
article-body: ΑΘΗΝΑΙ, 18.— Κατά πληροφορίας έκ τού υπουργείου, ή σχετική απόφασις ύπεγράφη χθές και θά τεθή είς ισχύν άπό τής προσεχούς εβδομάδος. Οί ενδιαφερόμενοι καλούνται όπως υποβάλουν τάς αιτήσεις των είς τάς αρμοδίας υπηρεσίας μέχρι τέλους τού μηνός, συνοδευομένας υπό τών απαραιτήτων δικαιολογητικών. bbox=[540, 1014, 723, 1115]
indonesia-headline-1: 10.000 Ίνδονήσιοι άριστεροί bbox=[1148, 658, 1418, 715]
article-body: ΑΘΗΝΑΙ, 18.— Κατά πληροφορίας έκ τού υπουργείου, ή σχετική απόφασις ύπεγράφη χθές και θά τεθή είς ισχύν άπό τής προσεχούς εβδομάδος. Οί ενδιαφερόμενοι καλούνται όπως υποβάλουν τάς αιτήσεις των είς τάς αρμοδίας υπηρεσίας μέχρι τέλους τού μηνός, συνοδευομένας υπό τών απαραιτήτων δικαιολογητικών. bbox=[925, 1842, 1093, 1966]
student-lead: ΑΙΤΗΣΕΙΣ ΗΜΙΠΕΡΙΟΔΟΥ ΟΔΟΝΤΙΑΤΡΙΚΟΥ ΤΜΗΜΑΤΟΣ ΚΑΙ ΚΤΗΝΙΑΤΡΙΚΗΣ.— ΑΝΑΒΟΛΗ ΚΑΤΑΤΑΞΕΩΣ ΦΟΙΤΗΤΩΝ ΤΗΣ ΠΟΛΥΤΕΧΝΙΚΗΣ.— ΕΡΓΑΣΤΗΡΙΑΚΑΙ ΑΣΚΗΣΕΙΣ.— ΓΑΛΛΙΚΗ ΓΛΩΣΣΑ Ο.Π.Ε.— ΑΣΚΗΣΕΙΣ ΔΙΕΘΝΟΥΣ ΔΙΚΑΙΟΥ bbox=[548, 388, 906, 453]
russia-kicker: ΚΑΤΟΠΙΝ ΤΩΝ ΝΕΩΝ ΜΕΤΡΩΝ bbox=[1176, 72, 1389, 87]
deh-logo-icon bbox=[1252, 1394, 1313, 1455]
article-body: ΑΘΗΝΑΙ, 18.— Κατά πληροφορίας έκ τού υπουργείου, ή σχετική απόφασις ύπεγράφη χθές και θά τεθή είς ισχύν άπό τής προσεχούς εβδομάδος. Οί ενδιαφερόμενοι καλούνται όπως υποβάλουν τάς αιτήσεις των είς τάς αρμοδίας υπηρεσίας μέχρι τέλους τού μηνός, συνοδευομένας υπό τών απαραιτήτων δικαιολογητικών. bbox=[1104, 970, 1279, 1083]
article-body: ΑΘΗΝΑΙ, 18.— Κατά πληροφορίας έκ τού υπουργείου, ή σχετική απόφασις ύπεγράφη χθές και θά τεθή είς ισχύν άπό τής προσεχούς εβδομάδος. Οί ενδιαφερόμενοι καλούνται όπως υποβάλουν τάς αιτήσεις των είς τάς αρμοδίας υπηρεσίας μέχρι τέλους τού μηνός, συνοδευομένας υπό τών απαραιτήτων δικαιολογητικών. bbox=[1286, 854, 1462, 967]
sports-body: ΑΘΗΝΑΙ, 18.— Κατά πληροφορίας έκ τού υπουργείου, ή σχετική απόφασις ύπεγράφη χθές και θά τεθή είς ισχύν άπό τής προσεχούς εβδομάδος. Οί ενδιαφερόμενοι καλούνται όπως υποβάλουν τάς αιτήσεις των είς τάς αρμοδίας υπηρεσίας μέχρι τέλους τού μηνός, συνοδευομένας υπό τών απαραιτήτων δικαιολογητικών. bbox=[151, 970, 331, 1083]
land-sale-ad bbox=[925, 2389, 1093, 2520]
article-body: ΑΘΗΝΑΙ, 18.— Κατά πληροφορίας έκ τού υπουργείου, ή σχετική απόφασις ύπεγράφη χθές και θά τεθή είς ισχύν άπό τής προσεχούς εβδομάδος. Οί ενδιαφερόμενοι καλούνται όπως υποβάλουν τάς αιτήσεις των είς τάς αρμοδίας υπηρεσίας μέχρι τέλους τού μηνός, συνοδευομένας υπό τών απαραιτήτων δικαιολογητικών. bbox=[540, 461, 723, 562]
theatre-ad bbox=[925, 2265, 1093, 2383]
article-body: ΑΘΗΝΑΙ, 18.— Κατά πληροφορίας έκ τού υπουργείου, ή σχετική απόφασις ύπεγράφη χθές και θά τεθή είς ισχύν άπό τής προσεχούς εβδομάδος. Οί ενδιαφερόμενοι καλούνται όπως υποβάλουν τάς αιτήσεις των είς τάς αρμοδίας υπηρεσίας μέχρι τέλους τού μηνός, συνοδευομένας υπό τών απαραιτήτων δικαιολογητικών. bbox=[540, 1396, 723, 1497]
oranges-headline: ΑΙ ΠΑΡΑΓΓΕΛΙΑΙ ΤΙΜΗΣ ΠΟΡΤΟΚΑΛΙΩΝ ΜΕΡΑΙΝ bbox=[363, 1574, 508, 1600]
deh-notice-body: ΑΘΗΝΑΙ, 18.— Κατά πληροφορίας έκ τού υπουργείου, ή σχετική απόφασις ύπεγράφη χθές και θά τεθή είς ισχύν άπό τής προσεχούς εβδομάδος. Οί ενδιαφερόμενοι καλούνται όπως υποβάλουν τάς αιτήσεις των είς τάς αρμοδίας υπηρεσίας μέχρι τέλους τού μηνός, συνοδευομένας υπό τών απαραιτήτων δικαιολογητικών. bbox=[15, 1837, 323, 1905]
article-body: ΑΘΗΝΑΙ, 18.— Κατά πληροφορίας έκ τού υπουργείου, ή σχετική απόφασις ύπεγράφη χθές και θά τεθή είς ισχύν άπό τής προσεχούς εβδομάδος. Οί ενδιαφερόμενοι καλούνται όπως υποβάλουν τάς αιτήσεις των είς τάς αρμοδίας υπηρεσίας μέχρι τέλους τού μηνός, συνοδευομένας υπό τών απαραιτήτων δικαιολογητικών. bbox=[925, 433, 1093, 557]
club-headline: Ο ΔΙΗΘΟΠΟΙΟΣ ΣΥΛΛΟΓΟΣ bbox=[934, 1968, 1084, 1981]
article-body: ΑΘΗΝΑΙ, 18.— Κατά πληροφορίας έκ τού υπουργείου, ή σχετική απόφασις ύπεγράφη χθές και θά τεθή είς ισχύν άπό τής προσεχούς εβδομάδος. Οί ενδιαφερόμενοι καλούνται όπως υποβάλουν τάς αιτήσεις των είς τάς αρμοδίας υπηρεσίας μέχρι τέλους τού μηνός, συνοδευομένας υπό τών απαραιτήτων δικαιολογητικών. bbox=[731, 1500, 914, 1602]
deh-notice-body: ΑΘΗΝΑΙ, 18.— Κατά πληροφορίας έκ τού υπουργείου, ή σχετική απόφασις ύπεγράφη χθές και θά τεθή είς ισχύν άπό τής προσεχούς εβδομάδος. Οί ενδιαφερόμενοι καλούνται όπως υποβάλουν τάς αιτήσεις των είς τάς αρμοδίας υπηρεσίας μέχρι τέλους τού μηνός, συνοδευομένας υπό τών απαραιτήτων δικαιολογητικών. bbox=[349, 2227, 521, 2340]
column-rule bbox=[336, 37, 337, 2215]
medicine-ad-line: Πρός αποφυγήν ρινίτιδα bbox=[422, 1939, 501, 1963]
article-body: ΑΘΗΝΑΙ, 18.— Κατά πληροφορίας έκ τού υπουργείου, ή σχετική απόφασις ύπεγράφη χθές και θά τεθή είς ισχύν άπό τής προσεχούς εβδομάδος. Οί ενδιαφερόμενοι καλούνται όπως υποβάλουν τάς αιτήσεις των είς τάς αρμοδίας υπηρεσίας μέχρι τέλους τού μηνός, συνοδευομένας υπό τών απαραιτήτων δικαιολογητικών. bbox=[540, 566, 723, 667]
column-rule bbox=[920, 37, 921, 2215]
article-body: ΑΘΗΝΑΙ, 18.— Κατά πληροφορίας έκ τού υπουργείου, ή σχετική απόφασις ύπεγράφη χθές και θά τεθή είς ισχύν άπό τής προσεχούς εβδομάδος. Οί ενδιαφερόμενοι καλούνται όπως υποβάλουν τάς αιτήσεις των είς τάς αρμοδίας υπηρεσίας μέχρι τέλους τού μηνός, συνοδευομένας υπό τών απαραιτήτων δικαιολογητικών. bbox=[1286, 416, 1462, 528]
article-body: ΑΘΗΝΑΙ, 18.— Κατά πληροφορίας έκ τού υπουργείου, ή σχετική απόφασις ύπεγράφη χθές και θά τεθή είς ισχύν άπό τής προσεχούς εβδομάδος. Οί ενδιαφερόμενοι καλούνται όπως υποβάλουν τάς αιτήσεις των είς τάς αρμοδίας υπηρεσίας μέχρι τέλους τού μηνός, συνοδευομένας υπό τών απαραιτήτων δικαιολογητικών. bbox=[1286, 286, 1462, 399]
article-body: ΑΘΗΝΑΙ, 18.— Κατά πληροφορίας έκ τού υπουργείου, ή σχετική απόφασις ύπεγράφη χθές και θά τεθή είς ισχύν άπό τής προσεχούς εβδομάδος. Οί ενδιαφερόμενοι καλούνται όπως υποβάλουν τάς αιτήσεις των είς τάς αρμοδίας υπηρεσίας μέχρι τέλους τού μηνός, συνοδευομένας υπό τών απαραιτήτων δικαιολογητικών. bbox=[925, 1984, 1093, 2108]
deh-notice-title: ΘΕΣΕΙΣ ΥΠΟ ΤΑΣΙΝ ΔΙΚΤΥΩΝ ΧΩΡΙΩΝ ΝΟΜΩΝ ΚΟΖΑΝΗΣ ΚΑΙ ΚΑΣΤΟΡΙΑΣ bbox=[86, 1776, 320, 1829]
article-body: ΑΘΗΝΑΙ, 18.— Κατά πληροφορίας έκ τού υπουργείου, ή σχετική απόφασις ύπεγράφη χθές και θά τεθή είς ισχύν άπό τής προσεχούς εβδομάδος. Οί ενδιαφερόμενοι καλούνται όπως υποβάλουν τάς αιτήσεις των είς τάς αρμοδίας υπηρεσίας μέχρι τέλους τού μηνός, συνοδευομένας υπό τών απαραιτήτων δικαιολογητικών. bbox=[925, 921, 1093, 1045]
article-body: ΑΘΗΝΑΙ, 18.— Κατά πληροφορίας έκ τού υπουργείου, ή σχετική απόφασις ύπεγράφη χθές και θά τεθή είς ισχύν άπό τής προσεχούς εβδομάδος. Οί ενδιαφερόμενοι καλούνται όπως υποβάλουν τάς αιτήσεις των είς τάς αρμοδίας υπηρεσίας μέχρι τέλους τού μηνός, συνοδευομένας υπό τών απαραιτήτων δικαιολογητικών. bbox=[925, 1245, 1093, 1369]
interest-section-head: ΤΑ ΕΠΙΤΟΚΙΑ bbox=[1338, 400, 1410, 413]
article-body: ΑΘΗΝΑΙ, 18.— Κατά πληροφορίας έκ τού υπουργείου, ή σχετική απόφασις ύπεγράφη χθές και θά τεθή είς ισχύν άπό τής προσεχούς εβδομάδος. Οί ενδιαφερόμενοι καλούνται όπως υποβάλουν τάς αιτήσεις των είς τάς αρμοδίας υπηρεσίας μέχρι τέλους τού μηνός, συνοδευομένας υπό τών απαραιτήτων δικαιολογητικών. bbox=[731, 1291, 914, 1392]
theatre-ad-info: Ώρα 8.30 Λαϊκή Βραδυνή bbox=[951, 2329, 1067, 2340]
medicine-ad-line: ΕΛΕΥΘΕΡΩΝΕΙ ΤΗΝ ΑΝΑΠΝΟΗ bbox=[349, 1991, 521, 2039]
british-blow-head: ΒΡΕΤΑΝΙΚΟΝ ΠΛΗΓΜΑ bbox=[1133, 1245, 1250, 1256]
urban-planning-headline: ΑΠΕΦΑΣΙΣΘΗ Η ΑΝΑΔΙΑΡΘΡΩΣΙΣ ΤΩΝ ΠΟΛΕΟΔΟΜΙΚΩΝ ΓΡΑΦΕΙΩΝ ΤΩΝ ΑΘΗΝΩΝ ΚΑΙ ΘΕΣΣΑΛΟΝΙΚΗΣ bbox=[551, 797, 903, 859]
silencers-headline: ΥΠΟΧΡΕΩΤΙΚΟΙ ΟΙ ΣΙΓΑΣΤΗΡΕΣ ΕΙΣ ΤΑ ΔΙΚΥΚΛΑ bbox=[928, 408, 1090, 431]
pen-ad-brand: ΣΑΣΙΚΑΤΑ bbox=[15, 1271, 137, 1296]
pen-ad-tag: READY PEN bbox=[30, 1198, 122, 1215]
church-headline: 36 ΙΕΡΑΡΧΑΙ ΗΠΕΙΛΗΣΑΝ ΤΟΝ ΑΡΧΙΕΠΙΣΚΟΠΟΝ bbox=[545, 1128, 909, 1145]
land-ad-line: ΤΗΛ. 79-144 bbox=[964, 2498, 1054, 2514]
moscow-ad-subtitle: Χριστούγεννα — Πρωτοχρονιά 15θήμερος έκδρομή Φεστιβάλ Τέχνης — Σοβ. Χειμώνας bbox=[35, 1644, 303, 1672]
medicine-ad-line: ΝΕΟ-ΠΡΙΦΕΝ bbox=[363, 2044, 508, 2068]
deh-notice-body: ΑΘΗΝΑΙ, 18.— Κατά πληροφορίας έκ τού υπουργείου, ή σχετική απόφασις ύπεγράφη χθές και θά τεθή είς ισχύν άπό τής προσεχούς εβδομάδος. Οί ενδιαφερόμενοι καλούνται όπως υποβάλουν τάς αιτήσεις των είς τάς αρμοδίας υπηρεσίας μέχρι τέλους τού μηνός, συνοδευομένας υπό τών απαραιτήτων δικαιολογητικών. bbox=[1111, 1492, 1454, 1549]
column-rule bbox=[534, 37, 535, 2215]
medicine-ad-line: Γιά τό συνάχι bbox=[422, 1847, 494, 1892]
article-body: ΑΘΗΝΑΙ, 18.— Κατά πληροφορίας έκ τού υπουργείου, ή σχετική απόφασις ύπεγράφη χθές και θά τεθή είς ισχύν άπό τής προσεχούς εβδομάδος. Οί ενδιαφερόμενοι καλούνται όπως υποβάλουν τάς αιτήσεις των είς τάς αρμοδίας υπηρεσίας μέχρι τέλους τού μηνός, συνοδευομένας υπό τών απαραιτήτων δικαιολογητικών. bbox=[540, 1291, 723, 1392]
officer-figure bbox=[779, 96, 834, 256]
indonesia-headline-3: ύπό τών ένόπλων δυνάμεων bbox=[1154, 738, 1411, 796]
article-body: ΑΘΗΝΑΙ, 18.— Κατά πληροφορίας έκ τού υπουργείου, ή σχετική απόφασις ύπεγράφη χθές και θά τεθή είς ισχύν άπό τής προσεχούς εβδομάδος. Οί ενδιαφερόμενοι καλούνται όπως υποβάλουν τάς αιτήσεις των είς τάς αρμοδίας υπηρεσίας μέχρι τέλους τού μηνός, συνοδευομένας υπό τών απαραιτήτων δικαιολογητικών. bbox=[1104, 854, 1279, 967]
cruise-ad bbox=[540, 1611, 914, 1801]
deh-property-notice bbox=[1104, 1381, 1462, 1570]
indonesia-headline-2: συνελήφθησαν είς Ιάβαν bbox=[1105, 712, 1460, 743]
article-body: ΑΘΗΝΑΙ, 18.— Κατά πληροφορίας έκ τού υπουργείου, ή σχετική απόφασις ύπεγράφη χθές και θά τεθή είς ισχύν άπό τής προσεχούς εβδομάδος. Οί ενδιαφερόμενοι καλούνται όπως υποβάλουν τάς αιτήσεις των είς τάς αρμοδίας υπηρεσίας μέχρι τέλους τού μηνός, συνοδευομένας υπό τών απαραιτήτων δικαιολογητικών. bbox=[342, 593, 529, 694]
article-body: ΑΘΗΝΑΙ, 18.— Κατά πληροφορίας έκ τού υπουργείου, ή σχετική απόφασις ύπεγράφη χθές και θά τεθή είς ισχύν άπό τής προσεχούς εβδομάδος. Οί ενδιαφερόμενοι καλούνται όπως υποβάλουν τάς αιτήσεις των είς τάς αρμοδίας υπηρεσίας μέχρι τέλους τού μηνός, συνοδευομένας υπό τών απαραιτήτων δικαιολογητικών. bbox=[342, 110, 529, 211]
deh-notice-nigrita bbox=[342, 2093, 529, 2365]
deh-logo-icon bbox=[15, 1772, 75, 1833]
article-body: ΑΘΗΝΑΙ, 18.— Κατά πληροφορίας έκ τού υπουργείου, ή σχετική απόφασις ύπεγράφη χθές και θά τεθή είς ισχύν άπό τής προσεχούς εβδομάδος. Οί ενδιαφερόμενοι καλούνται όπως υποβάλουν τάς αιτήσεις των είς τάς αρμοδίας υπηρεσίας μέχρι τέλους τού μηνός, συνοδευομένας υπό τών απαραιτήτων δικαιολογητικών. bbox=[1104, 1131, 1279, 1243]
deh-logo-text: ΔΕΗ bbox=[1262, 1412, 1304, 1435]
jet-headline: ΑΓΝΩΣΤΟΥ ΕΘΝΙΚΟΤΗΤΟΣ ΑΕΡΙΩΘΟΥΜΕΝΟΝ ΥΠΕΡΑΝΩ ΤΗΣ ΜΥΤΙΛΗΝΗΣ bbox=[928, 559, 1090, 593]
sports-body: ΑΘΗΝΑΙ, 18.— Κατά πληροφορίας έκ τού υπουργείου, ή σχετική απόφασις ύπεγράφη χθές και θά τεθή είς ισχύν άπό τής προσεχούς εβδομάδος. Οί ενδιαφερόμενοι καλούνται όπως υποβάλουν τάς αιτήσεις των είς τάς αρμοδίας υπηρεσίας μέχρι τέλους τού μηνός, συνοδευομένας υπό τών απαραιτήτων δικαιολογητικών. bbox=[7, 350, 331, 418]
cigarette-ad-text: Έάν δέν μείνετε ικανοποιημένοι τά άλλα δοκιμάστε αυτό. bbox=[2, 911, 150, 1020]
sports-body: ΑΘΗΝΑΙ, 18.— Κατά πληροφορίας έκ τού υπουργείου, ή σχετική απόφασις ύπεγράφη χθές και θά τεθή είς ισχύν άπό τής προσεχούς εβδομάδος. Οί ενδιαφερόμενοι καλούνται όπως υποβάλουν τάς αιτήσεις των είς τάς αρμοδίας υπηρεσίας μέχρι τέλους τού μηνός, συνοδευομένας υπό τών απαραιτήτων δικαιολογητικών. bbox=[7, 776, 331, 844]
cruise-ad-agency: ΠΡΑΚΤΟΡΕΙΟΝ ΑΡΙΩΝ Ο.Ε. bbox=[592, 1761, 862, 1783]
cigarette-ad-image bbox=[7, 850, 145, 1080]
sports-body: ΑΘΗΝΑΙ, 18.— Κατά πληροφορίας έκ τού υπουργείου, ή σχετική απόφασις ύπεγράφη χθές και θά τεθή είς ισχύν άπό τής προσεχούς εβδομάδος. Οί ενδιαφερόμενοι καλούνται όπως υποβάλουν τάς αιτήσεις των είς τάς αρμοδίας υπηρεσίας μέχρι τέλους τού μηνός, συνοδευομένας υπό τών απαραιτήτων δικαιολογητικών. bbox=[7, 634, 331, 702]
airfare-headline: ΑΥΞΑΝΕΤΑΙ ΚΑΤΑ 20% Η ΤΙΜΗ ΤΩΝ ΕΙΣΙΤΗΡΙΩΝ ΤΩΝ ΑΕΡΟΠΟΡΙΚΩΝ ΓΡΑΜΜΩΝ bbox=[342, 318, 528, 354]
strike-headline: ΘΑ ΑΠΕΡΓΗΣΟΥΝ ΥΠΑΛΛΗΛΟΙ ΑΕΡΟΠΟΡΙΚΩΝ ΕΤΑΙΡΕΙΩΝ bbox=[343, 1443, 527, 1468]
unemployed-headline: ΘΑ ΧΟΡΗΓΗΘΗ ΕΚΤΑΚΤΟΣ ΕΠΙΧΟΡΗΓΗΣΙΣ ΕΙΣ ΑΝΕΡΓΟΥΣ bbox=[935, 1047, 1083, 1081]
article-body: ΑΘΗΝΑΙ, 18.— Κατά πληροφορίας έκ τού υπουργείου, ή σχετική απόφασις ύπεγράφη χθές και θά τεθή είς ισχύν άπό τής προσεχούς εβδομάδος. Οί ενδιαφερόμενοι καλούνται όπως υποβάλουν τάς αιτήσεις των είς τάς αρμοδίας υπηρεσίας μέχρι τέλους τού μηνός, συνοδευομένας υπό τών απαραιτήτων δικαιολογητικών. bbox=[540, 1500, 723, 1602]
officer-figure bbox=[687, 82, 746, 256]
student-youth-banner: Ή σπουδάζουσα νεολαία bbox=[540, 306, 914, 340]
medicine-box-label: ΝΕΟ-ΠΡΙΦΕΝ bbox=[353, 1895, 412, 1905]
article-body: ΑΘΗΝΑΙ, 18.— Κατά πληροφορίας έκ τού υπουργείου, ή σχετική απόφασις ύπεγράφη χθές και θά τεθή είς ισχύν άπό τής προσεχούς εβδομάδος. Οί ενδιαφερόμενοι καλούνται όπως υποβάλουν τάς αιτήσεις των είς τάς αρμοδίας υπηρεσίας μέχρι τέλους τού μηνός, συνοδευομένας υπό τών απαραιτήτων δικαιολογητικών. bbox=[925, 1398, 1093, 1522]
indonesia-subhead-1: ΟΙ ΦΙΛΟΚΟΜΜΟΥΝΙΣΤΑΙ ΒΟΥΛΕΥΤΑΙ bbox=[1126, 798, 1440, 817]
